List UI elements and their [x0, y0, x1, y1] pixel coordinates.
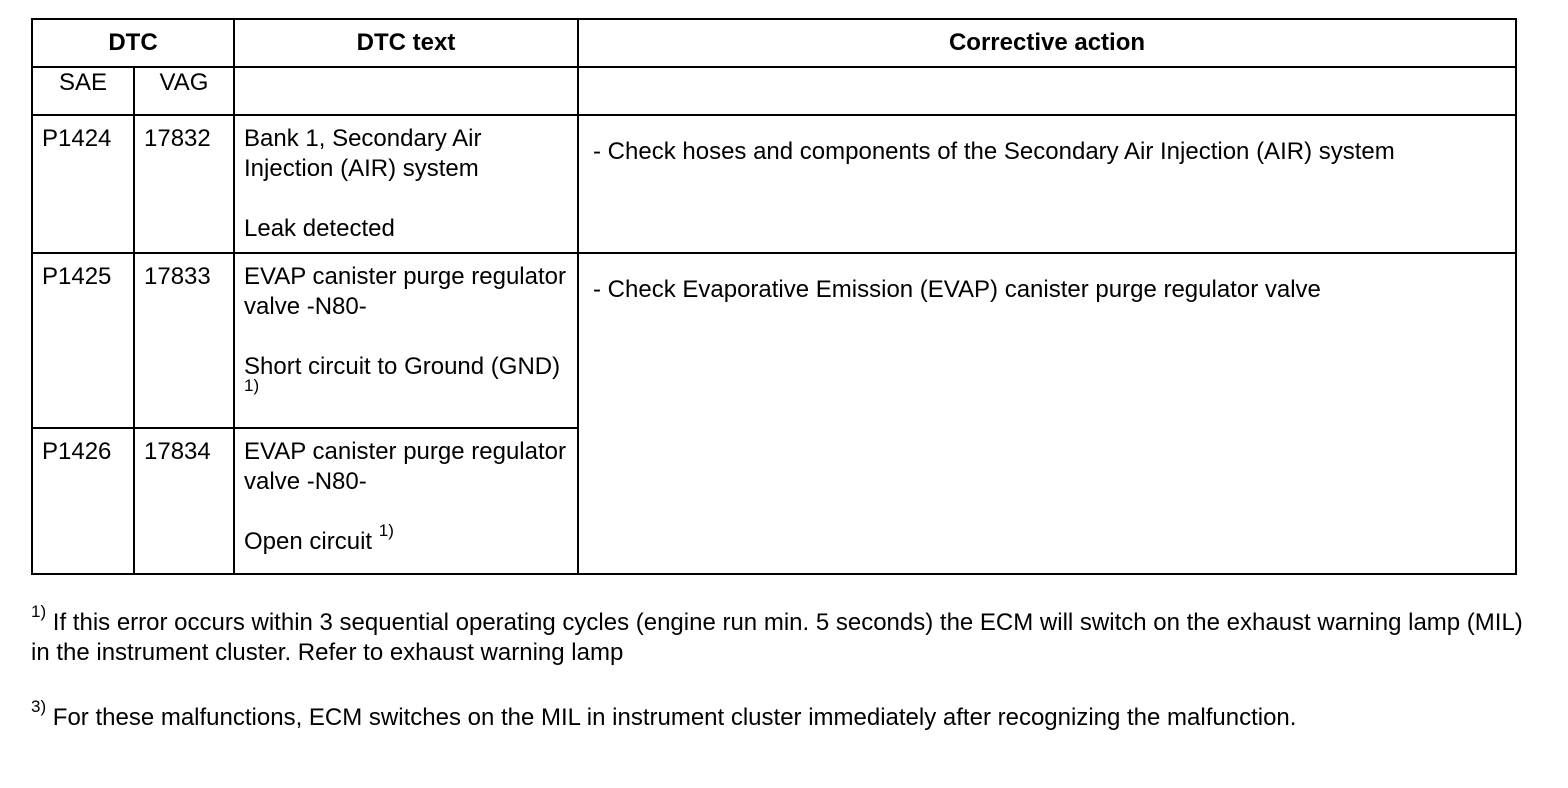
- vag-code-cell: 17834: [134, 428, 234, 574]
- header-vag: VAG: [134, 67, 234, 115]
- table-row: [32, 253, 1516, 428]
- footnote-item: [31, 697, 1531, 733]
- table-row: [32, 115, 1516, 253]
- footnote-reference: 1): [244, 376, 260, 395]
- dtc-text-condition: Leak detected: [244, 215, 395, 242]
- footnote-item: [31, 602, 1531, 668]
- table-subheader-row: [32, 67, 1516, 115]
- header-dtc-text: DTC text: [234, 19, 578, 67]
- sae-code-cell: P1424: [32, 115, 134, 253]
- dtc-text-cell: [234, 253, 578, 428]
- footnote-text: For these malfunctions, ECM switches on the MIL in instrument cluster immediately after recognizing the malfunction.: [52, 704, 1297, 731]
- footnote-text: If this error occurs within 3 sequential operating cycles (engine run min. 5 seconds) the ECM will switch on the exhaust warning lamp (MIL) in the instrument cluster. Refer to exhaust warning lamp: [31, 609, 1523, 666]
- dtc-text-description: EVAP canister purge regulator valve -N80-: [244, 438, 566, 495]
- header-blank-cell: [234, 67, 578, 115]
- dtc-text-description: EVAP canister purge regulator valve -N80-: [244, 263, 566, 320]
- header-blank-cell: [578, 67, 1516, 115]
- vag-code-cell: 17832: [134, 115, 234, 253]
- footnote-reference: 1): [378, 521, 394, 540]
- header-sae: SAE: [32, 67, 134, 115]
- footnote-marker: 1): [31, 602, 47, 621]
- table-header-row: [32, 19, 1516, 67]
- dtc-text-description: Bank 1, Secondary Air Injection (AIR) system: [244, 125, 482, 182]
- corrective-action-cell: - Check hoses and components of the Secondary Air Injection (AIR) system: [578, 115, 1516, 253]
- footnote-marker: 3): [31, 697, 47, 716]
- dtc-table: [31, 18, 1517, 575]
- dtc-text-condition: Open circuit: [244, 528, 373, 555]
- dtc-text-condition: Short circuit to Ground (GND): [244, 353, 561, 380]
- corrective-action-cell: - Check Evaporative Emission (EVAP) canister purge regulator valve: [578, 253, 1516, 574]
- header-dtc: DTC: [32, 19, 234, 67]
- footnotes: [31, 602, 1531, 733]
- header-corrective-action: Corrective action: [578, 19, 1516, 67]
- dtc-text-cell: [234, 115, 578, 253]
- sae-code-cell: P1426: [32, 428, 134, 574]
- sae-code-cell: P1425: [32, 253, 134, 428]
- vag-code-cell: 17833: [134, 253, 234, 428]
- dtc-text-cell: [234, 428, 578, 574]
